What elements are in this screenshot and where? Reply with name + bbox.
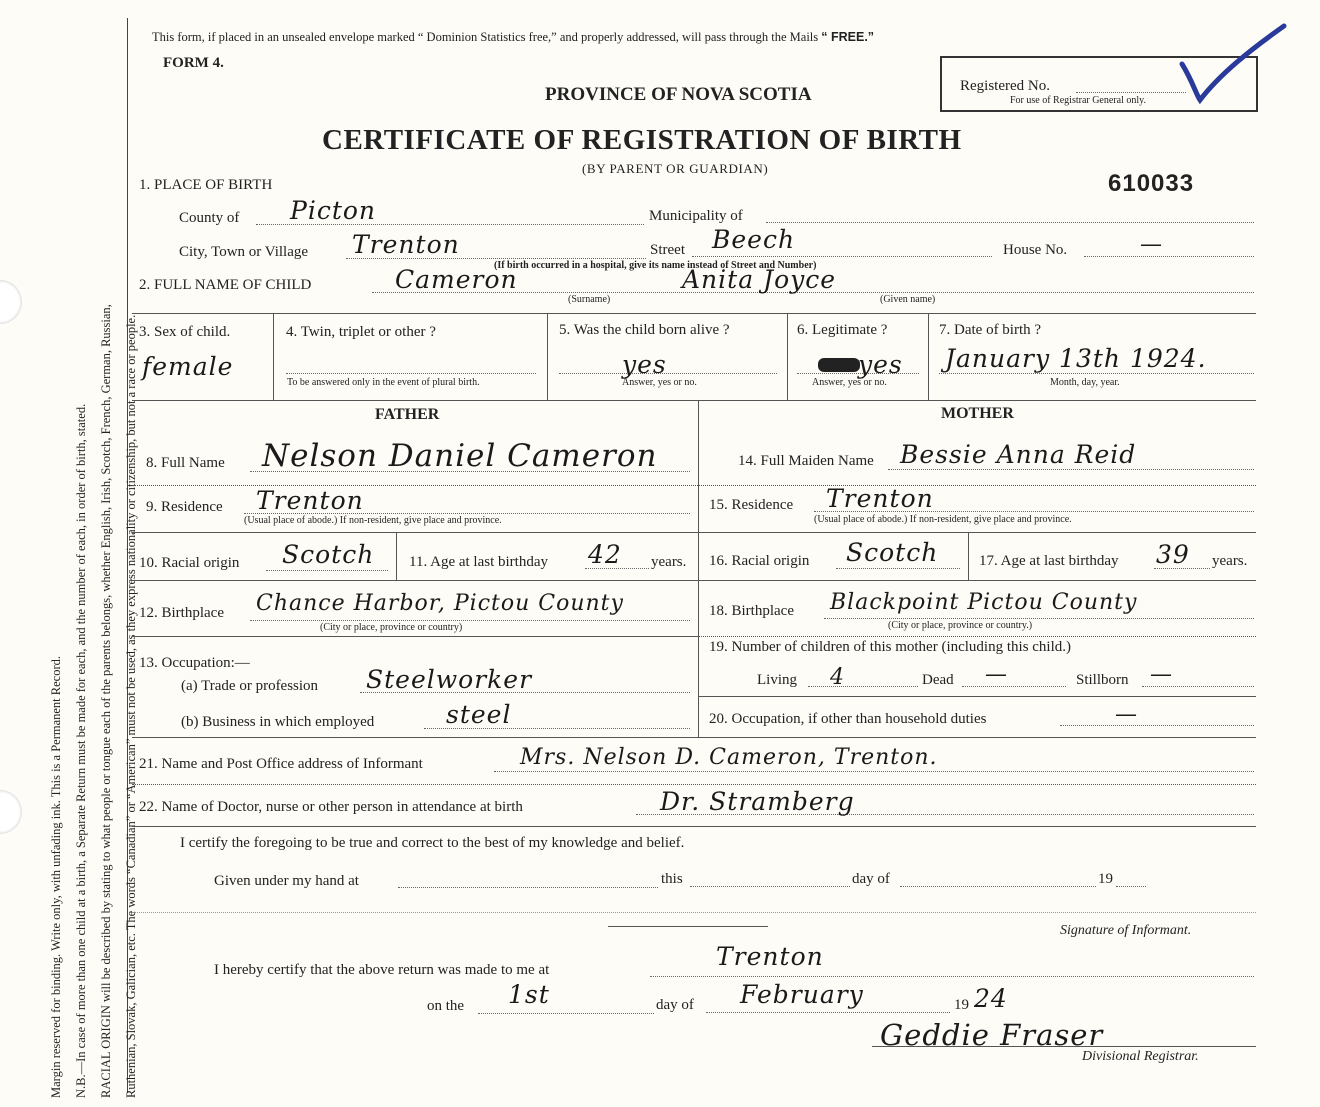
dob-note: Month, day, year. bbox=[1050, 377, 1120, 388]
street-label: Street bbox=[650, 242, 685, 258]
registration-month: February bbox=[740, 980, 864, 1009]
trade-value: Steelworker bbox=[366, 665, 533, 694]
legitimate-note: Answer, yes or no. bbox=[812, 377, 887, 388]
alive-note: Answer, yes or no. bbox=[622, 377, 697, 388]
trade-label: (a) Trade or profession bbox=[181, 678, 319, 694]
county-label: County of bbox=[179, 210, 240, 226]
mother-occupation: — bbox=[1115, 702, 1138, 727]
redaction-mark bbox=[818, 358, 860, 372]
children-count-label: 19. Number of children of this mother (including this child.) bbox=[709, 639, 1072, 655]
alive-value: yes bbox=[622, 350, 667, 379]
city-value: Trenton bbox=[352, 230, 460, 259]
margin-line: Margin reserved for binding. Write only, with unfading ink. This is a Permanent Record. bbox=[49, 655, 63, 1098]
dob-value: January 13th 1924. bbox=[945, 344, 1207, 373]
punch-hole-top bbox=[0, 280, 22, 324]
form-number: FORM 4. bbox=[163, 55, 224, 71]
dead-value: — bbox=[985, 662, 1008, 687]
occupation-label: 13. Occupation:— bbox=[139, 655, 250, 671]
father-birthplace-label: 12. Birthplace bbox=[139, 605, 224, 621]
street-value: Beech bbox=[712, 225, 796, 254]
certificate-title: CERTIFICATE OF REGISTRATION OF BIRTH bbox=[322, 124, 962, 156]
registrar-place: Trenton bbox=[716, 942, 824, 971]
living-label: Living bbox=[757, 672, 797, 688]
mother-age: 39 bbox=[1156, 540, 1190, 569]
punch-hole-bottom bbox=[0, 790, 22, 834]
father-birthplace: Chance Harbor, Pictou County bbox=[256, 591, 624, 616]
legitimate-label: 6. Legitimate ? bbox=[797, 322, 888, 338]
mother-birthplace: Blackpoint Pictou County bbox=[830, 590, 1138, 615]
registered-label: Registered No. bbox=[960, 78, 1050, 94]
free-label: “ FREE.” bbox=[821, 30, 875, 44]
certificate-number: 610033 bbox=[1108, 170, 1195, 197]
legitimate-value: yes bbox=[858, 350, 903, 379]
day-of-label: day of bbox=[852, 871, 890, 887]
registrar-title: Divisional Registrar. bbox=[1082, 1049, 1199, 1064]
certificate-subtitle: (BY PARENT OR GUARDIAN) bbox=[582, 161, 769, 176]
registration-day: 1st bbox=[508, 980, 550, 1009]
margin-line: RACIAL ORIGIN will be described by stating to what people or tongue each of the parents belongs, whether English, Irish, Scotch, French, German, Russian, bbox=[99, 304, 113, 1098]
father-name-label: 8. Full Name bbox=[146, 455, 225, 471]
business-label: (b) Business in which employed bbox=[181, 714, 375, 730]
mail-notice bbox=[152, 30, 874, 45]
house-label: House No. bbox=[1003, 242, 1068, 258]
dead-label: Dead bbox=[922, 672, 954, 688]
mother-race: Scotch bbox=[846, 538, 939, 567]
mother-age-label: 17. Age at last birthday bbox=[979, 553, 1119, 569]
registration-year: 24 bbox=[974, 984, 1008, 1013]
stillborn-label: Stillborn bbox=[1076, 672, 1129, 688]
mother-occupation-label: 20. Occupation, if other than household duties bbox=[709, 711, 987, 727]
registrar-signature: Geddie Fraser bbox=[880, 1018, 1104, 1052]
child-given-name: Anita Joyce bbox=[682, 265, 837, 294]
mother-name-label: 14. Full Maiden Name bbox=[738, 453, 874, 469]
father-residence-label: 9. Residence bbox=[146, 499, 223, 515]
day-of-label-2: day of bbox=[656, 997, 694, 1013]
child-surname: Cameron bbox=[395, 265, 518, 294]
hospital-note: (If birth occurred in a hospital, give its name instead of Street and Number) bbox=[494, 260, 817, 271]
doctor-label: 22. Name of Doctor, nurse or other person in attendance at birth bbox=[139, 799, 523, 815]
informant-value: Mrs. Nelson D. Cameron, Trenton. bbox=[520, 745, 938, 770]
father-residence-note: (Usual place of abode.) If non-resident, give place and province. bbox=[244, 515, 502, 526]
sex-label: 3. Sex of child. bbox=[139, 324, 231, 340]
signature-informant-caption: Signature of Informant. bbox=[1060, 923, 1192, 938]
mother-name: Bessie Anna Reid bbox=[900, 440, 1137, 469]
mail-notice-text: This form, if placed in an unsealed envelope marked “ Dominion Statistics free,” and properly addressed, will pass through the Mails bbox=[152, 30, 819, 44]
this-label: this bbox=[661, 871, 683, 887]
margin-line: N.B.—In case of more than one child at a birth, a Separate Return must be made for each, and the number of each, in order of birth, stated. bbox=[74, 403, 88, 1098]
margin-instructions bbox=[44, 78, 144, 1098]
sex-value: female bbox=[142, 352, 234, 381]
mother-birthplace-note: (City or place, province or country.) bbox=[888, 620, 1033, 631]
registered-note: For use of Registrar General only. bbox=[1010, 95, 1146, 106]
given-name-caption: (Given name) bbox=[880, 294, 936, 305]
father-name: Nelson Daniel Cameron bbox=[262, 438, 658, 474]
alive-label: 5. Was the child born alive ? bbox=[559, 322, 730, 338]
informant-label: 21. Name and Post Office address of Informant bbox=[139, 756, 423, 772]
father-age-years: years. bbox=[651, 554, 687, 570]
year-prefix: 19 bbox=[1098, 871, 1113, 887]
father-heading: FATHER bbox=[375, 406, 440, 423]
doctor-value: Dr. Stramberg bbox=[660, 787, 855, 816]
given-under-label: Given under my hand at bbox=[214, 873, 359, 889]
mother-residence: Trenton bbox=[826, 484, 934, 513]
dob-label: 7. Date of birth ? bbox=[939, 322, 1042, 338]
mother-race-label: 16. Racial origin bbox=[709, 553, 810, 569]
business-value: steel bbox=[446, 700, 512, 729]
father-race-label: 10. Racial origin bbox=[139, 555, 240, 571]
margin-line: Ruthenian, Slovak, Galician, etc. The words “Canadian” or “American” must not be used, as they express nationality or citizenship, but not a race or people. bbox=[124, 314, 138, 1098]
father-age: 42 bbox=[588, 540, 622, 569]
certify-statement: I certify the foregoing to be true and correct to the best of my knowledge and belief. bbox=[180, 835, 685, 851]
father-birthplace-note: (City or place, province or country) bbox=[320, 622, 463, 633]
county-value: Picton bbox=[290, 196, 377, 225]
surname-caption: (Surname) bbox=[568, 294, 611, 305]
checkmark-icon bbox=[1160, 22, 1290, 112]
mother-residence-label: 15. Residence bbox=[709, 497, 794, 513]
twin-note: To be answered only in the event of plural birth. bbox=[287, 377, 480, 388]
father-age-label: 11. Age at last birthday bbox=[409, 554, 548, 570]
municipality-label: Municipality of bbox=[649, 208, 743, 224]
father-race: Scotch bbox=[282, 540, 375, 569]
child-name-label: 2. FULL NAME OF CHILD bbox=[139, 277, 312, 293]
stillborn-value: — bbox=[1150, 662, 1173, 687]
mother-birthplace-label: 18. Birthplace bbox=[709, 603, 794, 619]
city-label: City, Town or Village bbox=[179, 244, 309, 260]
on-the-label: on the bbox=[427, 998, 465, 1014]
mother-heading: MOTHER bbox=[941, 405, 1014, 422]
year-prefix-2: 19 bbox=[954, 997, 969, 1013]
living-value: 4 bbox=[830, 665, 845, 690]
mother-residence-note: (Usual place of abode.) If non-resident, give place and province. bbox=[814, 514, 1072, 525]
place-of-birth-label: 1. PLACE OF BIRTH bbox=[139, 177, 273, 193]
mother-age-years: years. bbox=[1212, 553, 1248, 569]
province-heading: PROVINCE OF NOVA SCOTIA bbox=[545, 84, 812, 105]
house-value: — bbox=[1140, 232, 1163, 257]
twin-label: 4. Twin, triplet or other ? bbox=[286, 324, 436, 340]
father-residence: Trenton bbox=[256, 486, 364, 515]
registrar-statement: I hereby certify that the above return was made to me at bbox=[214, 962, 550, 978]
